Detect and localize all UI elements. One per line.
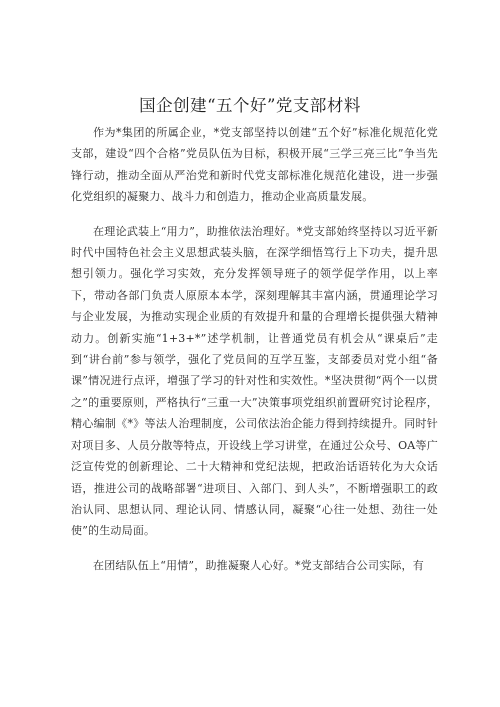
- document-body: [71, 122, 438, 576]
- paragraph-intro: 作为*集团的所属企业，*党支部坚持以创建“五个好”标准化规范化党支部，建设“四个合格”党员队伍为目标，积极开展“三学三亮三比”争当先锋行动，推动全面从严治党和新时代党支部标准化规范化建设，进一步强化党组织的凝聚力、战斗力和创造力，推动企业高质量发展。: [71, 126, 438, 204]
- document-title: 国企创建“五个好”党支部材料: [139, 96, 361, 115]
- paragraph-unity: 在团结队伍上“用情”，助推凝聚人心好。*党支部结合公司实际，有: [93, 558, 424, 572]
- paragraph-theory: 在理论武装上“用力”，助推依法治理好。*党支部始终坚持以习近平新时代中国特色社会主义思想武装头脑，在深学细悟笃行上下功夫，提升思想引领力。强化学习实效，充分发挥领导班子的领学促学作用，以上率下，带动各部门负责人原原本本学，深刻理解其丰富内涵，贯通理论学习与企业发展，为推动实现企业质的有效提升和量的合理增长提供强大精神动力。创新实施“1+3+*”述学机制，让普通党员有机会从“课桌后”走到“讲台前”参与领学，强化了党员间的互学互鉴，支部委员对党小组“备课”情况进行点评，增强了学习的针对性和实效性。*坚决贯彻“两个一以贯之”的重要原则，严格执行“三重一大”决策事项党组织前置研究讨论程序，精心编制《*》等法人治理制度，公司依法治企能力得到持续提升。同时针对项目多、人员分散等特点，开设线上学习讲堂，在通过公众号、OA等广泛宣传党的创新理论、二十大精神和党纪法规，把政治话语转化为大众话语，推进公司的战略部署“进项目、入部门、到人头”，不断增强职工的政治认同、思想认同、理论认同、情感认同，凝聚“心往一处想、劲往一处使”的生动局面。: [71, 224, 438, 538]
